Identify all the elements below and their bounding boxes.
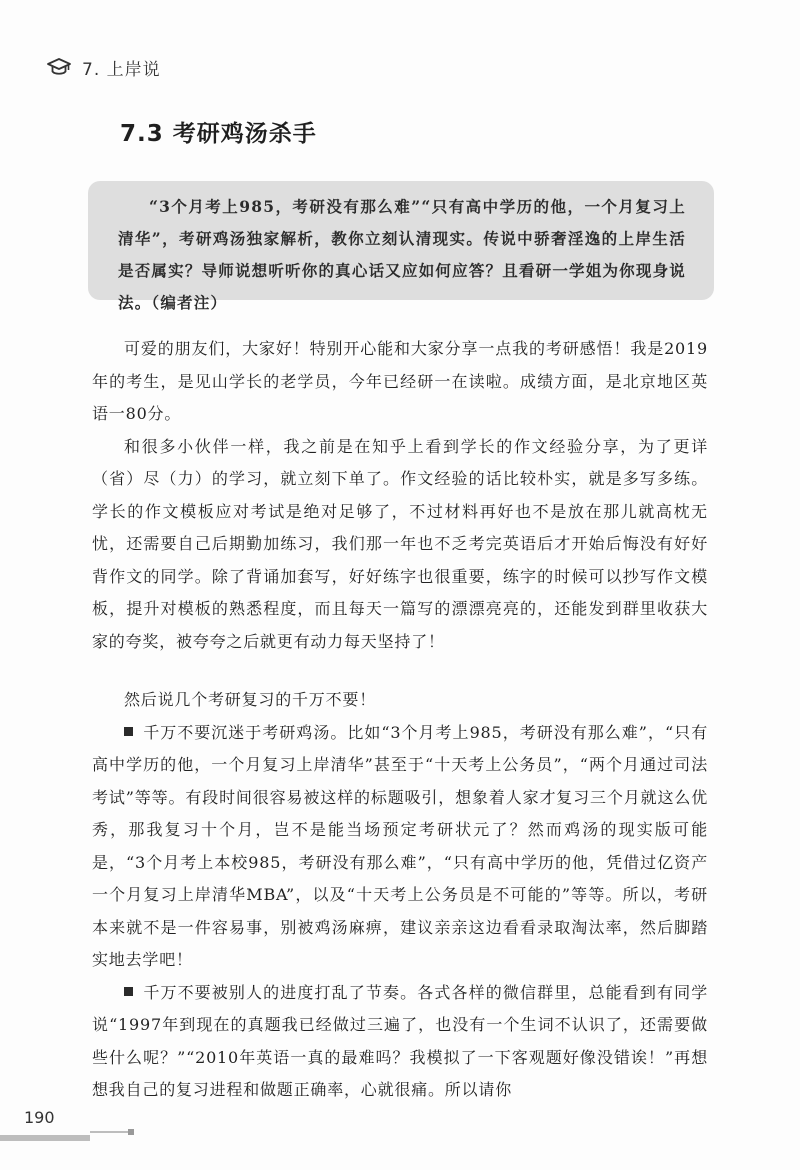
bullet-item (92, 717, 708, 977)
bullet-text: 千万不要沉迷于考研鸡汤。比如“3个月考上985，考研没有那么难”，“只有高中学历的他，一个月复习上岸清华”甚至于“十天考上公务员”，“两个月通过司法考试”等等。有段时间很容易被这样的标题吸引，想象着人家才复习三个月就这么优秀，那我复习十个月，岂不是能当场预定考研状元了？然而鸡汤的现实版可能是，“3个月考上本校985，考研没有那么难”，“只有高中学历的他，凭借过亿资产一个月复习上岸清华MBA”，以及“十天考上公务员是不可能的”等等。所以，考研本来就不是一件容易事，别被鸡汤麻痹，建议亲亲这边看看录取淘汰率，然后脚踏实地去学吧！ (92, 722, 708, 969)
running-header (46, 50, 161, 84)
bullet-item (92, 977, 708, 1107)
graduation-cap-icon (46, 57, 72, 77)
footer-decoration-rule (90, 1131, 128, 1133)
footer-decoration-dot (128, 1129, 134, 1135)
editor-note-box (88, 181, 714, 312)
bullet-text: 千万不要被别人的进度打乱了节奏。各式各样的微信群里，总能看到有同学说“1997年到现在的真题我已经做过三遍了，也没有一个生词不认识了，还需要做些什么呢？”“2010年英语一真的最难吗？我模拟了一下客观题好像没错诶！”再想想我自己的复习进程和做题正确率，心就很痛。所以请你 (92, 982, 708, 1099)
page-number: 190 (24, 1108, 55, 1127)
article-body (92, 333, 708, 1107)
chapter-label: 7. 上岸说 (82, 59, 161, 80)
square-bullet-icon (124, 987, 133, 996)
footer-decoration-bar (0, 1135, 90, 1141)
paragraph: 然后说几个考研复习的千万不要！ (124, 690, 377, 709)
paragraph: 和很多小伙伴一样，我之前是在知乎上看到学长的作文经验分享，为了更详（省）尽（力）的学习，就立刻下单了。作文经验的话比较朴实，就是多写多练。学长的作文模板应对考试是绝对足够了，不过材料再好也不是放在那儿就高枕无忧，还需要自己后期勤加练习，我们那一年也不乏考完英语后才开始后悔没有好好背作文的同学。除了背诵加套写，好好练字也很重要，练字的时候可以抄写作文模板，提升对模板的熟悉程度，而且每天一篇写的漂漂亮亮的，还能发到群里收获大家的夸奖，被夸夸之后就更有动力每天坚持了！ (92, 436, 708, 651)
square-bullet-icon (124, 727, 133, 736)
paragraph: 可爱的朋友们，大家好！特别开心能和大家分享一点我的考研感悟！我是2019年的考生，是见山学长的老学员，今年已经研一在读啦。成绩方面，是北京地区英语一80分。 (92, 339, 708, 423)
editor-note-text: “3个月考上985，考研没有那么难”“只有高中学历的他，一个月复习上清华”，考研鸡汤独家解析，教你立刻认清现实。传说中骄奢淫逸的上岸生活是否属实？导师说想听听你的真心话又应如何应答？且看研一学姐为你现身说法。（编者注） (118, 197, 686, 312)
section-title: 7.3 考研鸡汤杀手 (120, 121, 317, 147)
